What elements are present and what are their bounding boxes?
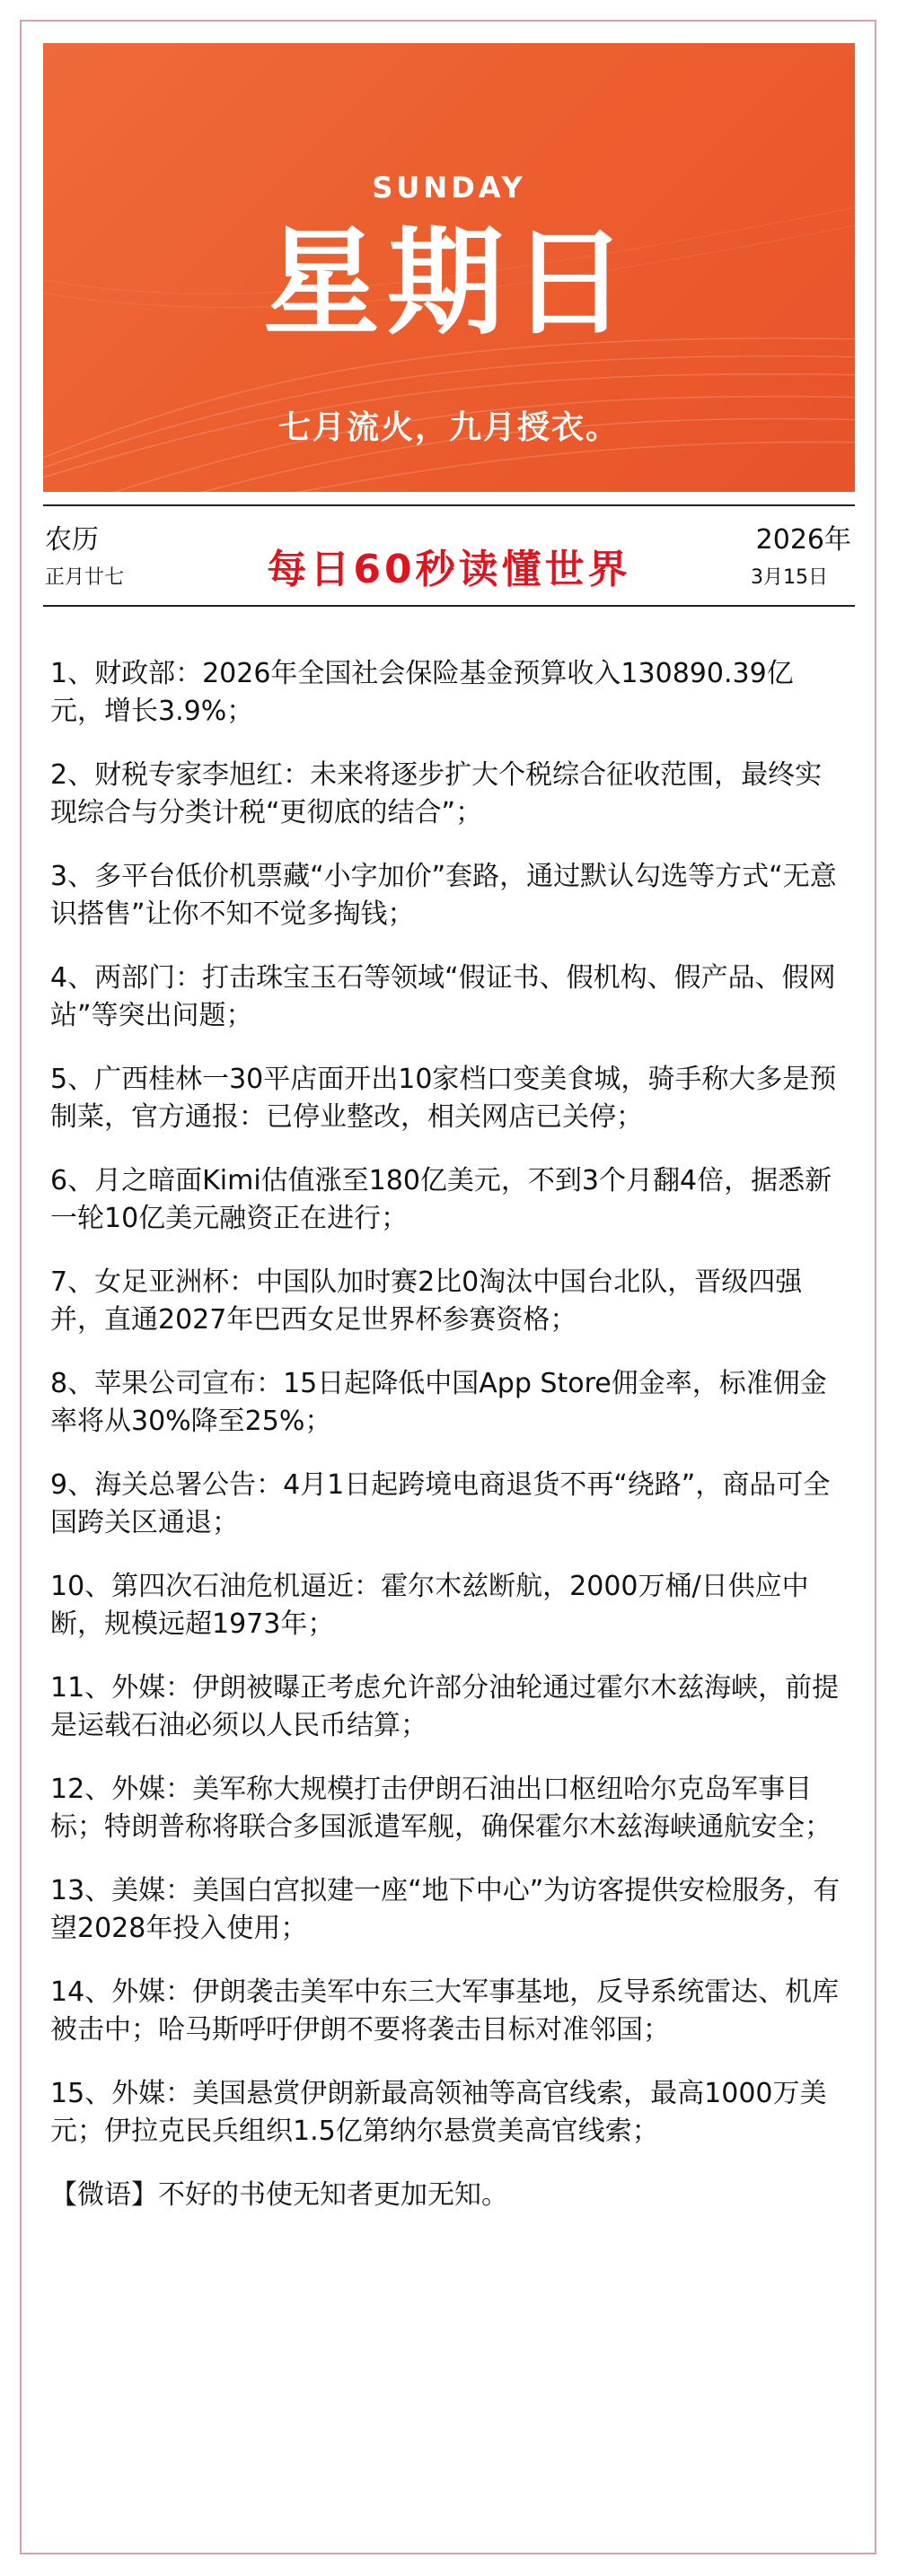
month-day-label: 3月15日 <box>751 566 828 589</box>
divider-top <box>43 504 855 506</box>
news-item: 8、苹果公司宣布：15日起降低中国App Store佣金率，标准佣金率将从30%降至25%； <box>50 1368 827 1437</box>
news-item: 1、财政部：2026年全国社会保险基金预算收入130890.39亿元，增长3.9%； <box>50 658 794 727</box>
weekday-chinese: 星期日 <box>262 214 635 351</box>
news-item: 6、月之暗面Kimi估值涨至180亿美元，不到3个月翻4倍，据悉新一轮10亿美元融资正在进行； <box>50 1165 832 1234</box>
header-banner <box>43 43 855 492</box>
divider-bottom <box>43 605 855 607</box>
year-label: 2026年 <box>755 524 851 556</box>
news-item: 11、外媒：伊朗被曝正考虑允许部分油轮通过霍尔木兹海峡，前提是运载石油必须以人民币结算； <box>50 1672 840 1741</box>
lunar-date: 正月廿七 <box>45 566 125 589</box>
news-item: 14、外媒：伊朗袭击美军中东三大军事基地，反导系统雷达、机库被击中；哈马斯呼吁伊朗不要将袭击目标对准邻国； <box>50 1976 840 2046</box>
daily-quote: 【微语】不好的书使无知者更加无知。 <box>50 2179 508 2211</box>
news-item: 5、广西桂林一30平店面开出10家档口变美食城，骑手称大多是预制菜，官方通报：已停业整改，相关网店已关停； <box>50 1064 837 1133</box>
weekday-english: SUNDAY <box>372 171 526 205</box>
lunar-label: 农历 <box>45 524 99 556</box>
news-list <box>50 655 841 2240</box>
date-info-row <box>43 510 855 592</box>
news-item: 2、财税专家李旭红：未来将逐步扩大个税综合征收范围，最终实现综合与分类计税“更彻底的结合”； <box>50 759 823 828</box>
news-item: 10、第四次石油危机逼近：霍尔木兹断航，2000万桶/日供应中断，规模远超1973年； <box>50 1571 809 1640</box>
banner-motto: 七月流火，九月授衣。 <box>277 409 620 446</box>
news-item: 9、海关总署公告：4月1日起跨境电商退货不再“绕路”，商品可全国跨关区通退； <box>50 1469 831 1538</box>
news-item: 13、美媒：美国白宫拟建一座“地下中心”为访客提供安检服务，有望2028年投入使用； <box>50 1875 841 1944</box>
page-title: 每日60秒读懂世界 <box>267 547 631 592</box>
news-item: 15、外媒：美国悬赏伊朗新最高领袖等高官线索，最高1000万美元；伊拉克民兵组织1.5亿第纳尔悬赏美高官线索； <box>50 2078 827 2147</box>
news-item: 3、多平台低价机票藏“小字加价”套路，通过默认勾选等方式“无意识搭售”让你不知不觉多掏钱； <box>50 861 837 930</box>
news-item: 7、女足亚洲杯：中国队加时赛2比0淘汰中国台北队，晋级四强并，直通2027年巴西女足世界杯参赛资格； <box>50 1266 803 1336</box>
news-item: 4、两部门：打击珠宝玉石等领域“假证书、假机构、假产品、假网站”等突出问题； <box>50 962 836 1031</box>
news-item: 12、外媒：美军称大规模打击伊朗石油出口枢纽哈尔克岛军事目标；特朗普称将联合多国派遣军舰，确保霍尔木兹海峡通航安全； <box>50 1774 832 1843</box>
